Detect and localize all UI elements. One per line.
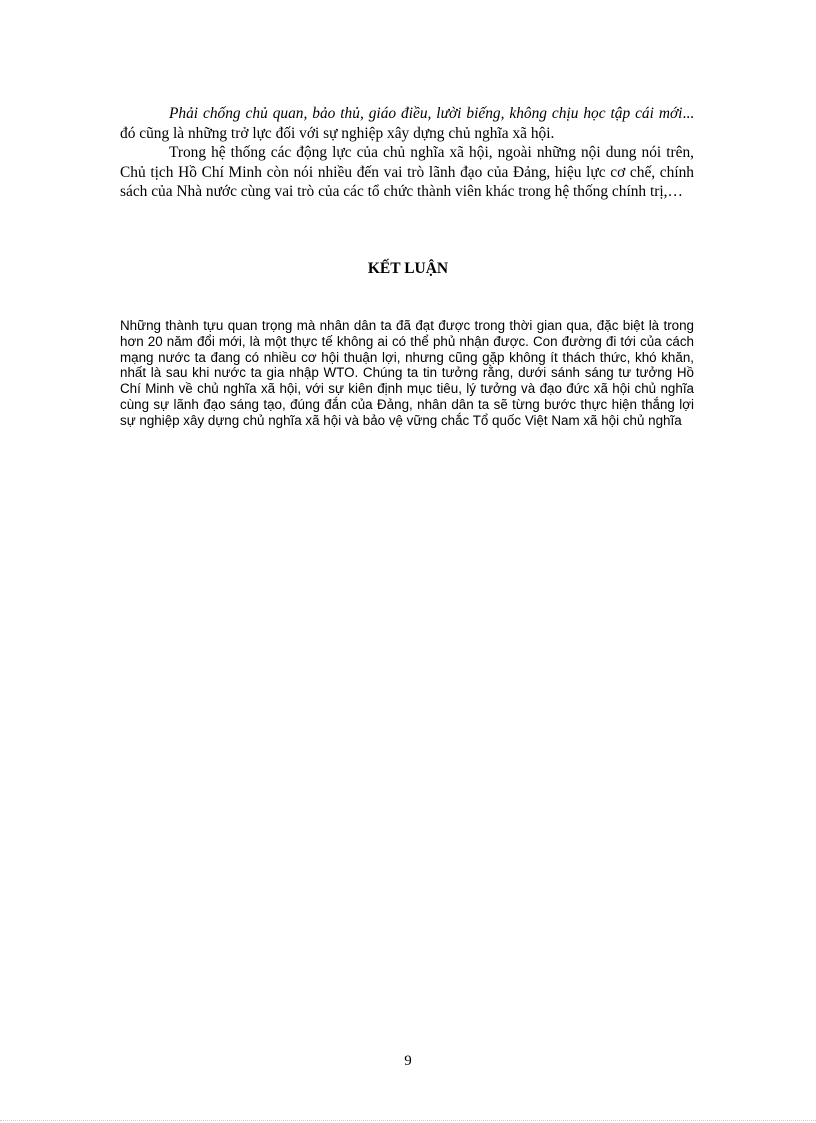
paragraph-obstacles-rest: ... đó cũng là những trở lực đối với sự nghiệp xây dựng chủ nghĩa xã hội. <box>120 105 694 142</box>
paragraph-obstacles-italic: Phải chống chủ quan, bảo thủ, giáo điều, lười biếng, không chịu học tập cái mới <box>169 105 683 122</box>
page-number: 9 <box>404 1053 412 1069</box>
paragraph-motivations: Trong hệ thống các động lực của chủ nghĩa xã hội, ngoài những nội dung nói trên, Chủ tịch Hồ Chí Minh còn nói nhiều đến vai trò lãnh đạo của Đảng, hiệu lực cơ chế, chính sách của Nhà nước cùng vai trò của các tổ chức thành viên khác trong hệ thống chính trị,… <box>120 144 694 200</box>
paragraph-conclusion: Những thành tựu quan trọng mà nhân dân ta đã đạt được trong thời gian qua, đặc biệt là trong hơn 20 năm đổi mới, là một thực tế không ai có thể phủ nhận được. Con đường đi tới của cách mạng nước ta đang có nhiều cơ hội thuận lợi, nhưng cũng gặp không ít thách thức, khó khăn, nhất là sau khi nước ta gia nhập WTO. Chúng ta tin tưởng rằng, dưới sánh sáng tư tưởng Hồ Chí Minh về chủ nghĩa xã hội, với sự kiên định mục tiêu, lý tưởng và đạo đức xã hội chủ nghĩa cùng sự lãnh đạo sáng tạo, đúng đắn của Đảng, nhân dân ta sẽ từng bước thực hiện thắng lợi sự nghiệp xây dựng chủ nghĩa xã hội và bảo vệ vững chắc Tổ quốc Việt Nam xã hội chủ nghĩa <box>120 318 694 428</box>
page-bottom-divider <box>0 1120 816 1121</box>
section-heading-conclusion: KẾT LUẬN <box>367 260 449 277</box>
paragraph-obstacles <box>120 104 694 143</box>
